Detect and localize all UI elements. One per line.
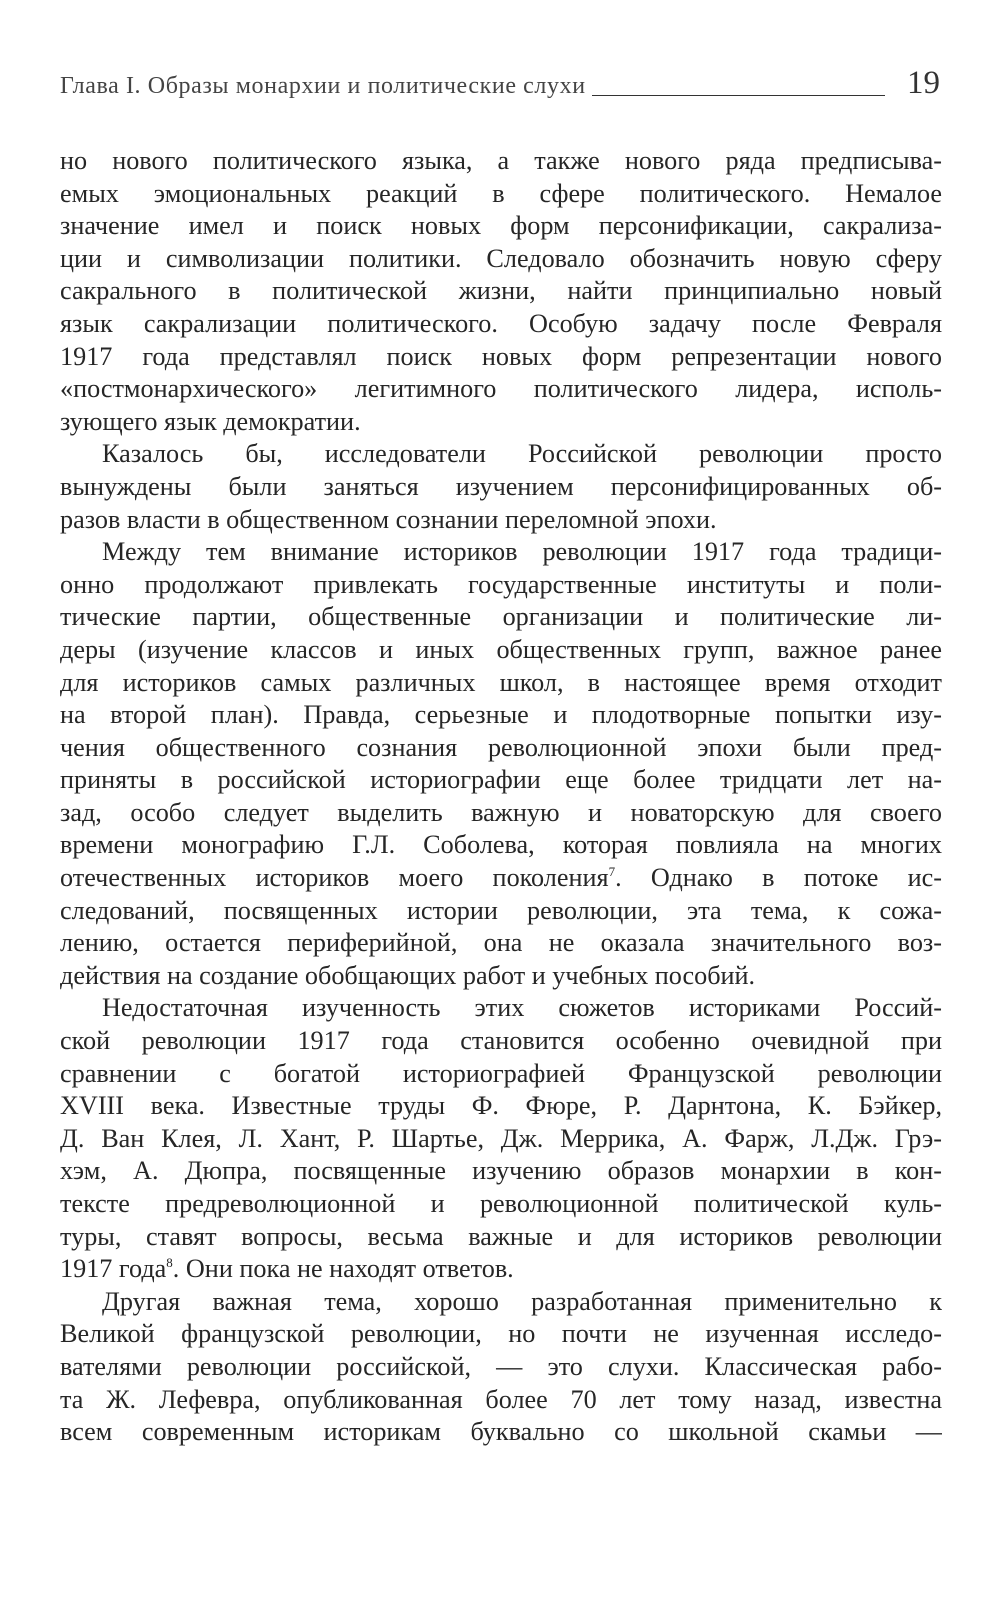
- text-segment: 1917 года: [60, 1254, 167, 1284]
- text-line: вынуждены были заняться изучением персонифицированных об-: [60, 471, 942, 501]
- text-line: туры, ставят вопросы, весьма важные и для историков революции: [60, 1221, 942, 1251]
- text-line: Между тем внимание историков революции 1917 года традици-: [102, 537, 942, 567]
- text-line: сравнении с богатой историографией Французской революции: [60, 1058, 942, 1088]
- text-line: XVIII века. Известные труды Ф. Фюре, Р. Дарнтона, К. Бэйкер,: [60, 1091, 942, 1121]
- text-line: деры (изучение классов и иных общественных групп, важное ранее: [60, 634, 942, 664]
- text-line: Д. Ван Клея, Л. Хант, Р. Шартье, Дж. Меррика, А. Фарж, Л.Дж. Грэ-: [60, 1123, 942, 1153]
- text-line: та Ж. Лефевра, опубликованная более 70 лет тому назад, известна: [60, 1384, 942, 1414]
- footnote-ref: 8: [166, 1255, 173, 1271]
- text-line: лению, остается периферийной, она не оказала значительного воз-: [60, 928, 942, 958]
- text-line: вателями революции российской, — это слухи. Классическая рабо-: [60, 1351, 942, 1381]
- text-segment: отечественных историков моего поколения: [60, 863, 609, 893]
- text-line: хэм, А. Дюпра, посвященные изучению образов монархии в кон-: [60, 1156, 942, 1186]
- text-line: для историков самых различных школ, в настоящее время отходит: [60, 667, 942, 697]
- text-line: приняты в российской историографии еще более тридцати лет на-: [60, 765, 942, 795]
- text-line: ской революции 1917 года становится особенно очевидной при: [60, 1026, 942, 1056]
- body-text: [60, 145, 942, 1449]
- text-line-with-footnote: [60, 862, 942, 895]
- text-line: на второй план). Правда, серьезные и плодотворные попытки изу-: [60, 700, 942, 730]
- text-line: сакрального в политической жизни, найти принципиально новый: [60, 276, 942, 306]
- text-line: онно продолжают привлекать государственные институты и поли-: [60, 569, 942, 599]
- text-line: Казалось бы, исследователи Российской революции просто: [102, 439, 942, 469]
- text-line: емых эмоциональных реакций в сфере политического. Немалое: [60, 178, 942, 208]
- text-line: разов власти в общественном сознании переломной эпохи.: [60, 504, 717, 534]
- text-line: всем современным историкам буквально со школьной скамьи —: [60, 1417, 942, 1447]
- running-title: Глава I. Образы монархии и политические слухи: [60, 73, 586, 99]
- text-line: «постмонархического» легитимного политического лидера, исполь-: [60, 374, 942, 404]
- text-line: чения общественного сознания революционной эпохи были пред-: [60, 732, 942, 762]
- text-line-with-footnote: [60, 1253, 942, 1286]
- footnote-ref: 7: [608, 864, 616, 880]
- text-line: тексте предреволюционной и революционной политической куль-: [60, 1189, 942, 1218]
- text-line: зующего язык демократии.: [60, 406, 361, 436]
- text-line: зад, особо следует выделить важную и новаторскую для своего: [60, 797, 942, 827]
- text-segment: . Однако в потоке ис-: [615, 863, 942, 893]
- text-line: язык сакрализации политического. Особую задачу после Февраля: [60, 308, 942, 338]
- text-line: следований, посвященных истории революции, эта тема, к сожа-: [60, 895, 942, 925]
- text-line: времени монографию Г.Л. Соболева, которая повлияла на многих: [60, 830, 942, 860]
- text-line: тические партии, общественные организации и политические ли-: [60, 602, 942, 632]
- text-line: 1917 года представлял поиск новых форм репрезентации нового: [60, 341, 942, 371]
- header-rule: [592, 95, 885, 96]
- text-line: но нового политического языка, а также нового ряда предписыва-: [60, 146, 942, 175]
- text-segment: . Они пока не находят ответов.: [172, 1254, 514, 1284]
- text-line: ции и символизации политики. Следовало обозначить новую сферу: [60, 243, 942, 273]
- text-line: Недостаточная изученность этих сюжетов историками Россий-: [102, 993, 942, 1023]
- text-line: Другая важная тема, хорошо разработанная применительно к: [102, 1286, 942, 1316]
- text-line: действия на создание обобщающих работ и учебных пособий.: [60, 960, 756, 990]
- page-number: 19: [907, 65, 940, 101]
- text-line: Великой французской революции, но почти не изученная исследо-: [60, 1319, 942, 1349]
- text-line: значение имел и поиск новых форм персонификации, сакрализа-: [60, 211, 942, 241]
- running-header: [60, 64, 940, 108]
